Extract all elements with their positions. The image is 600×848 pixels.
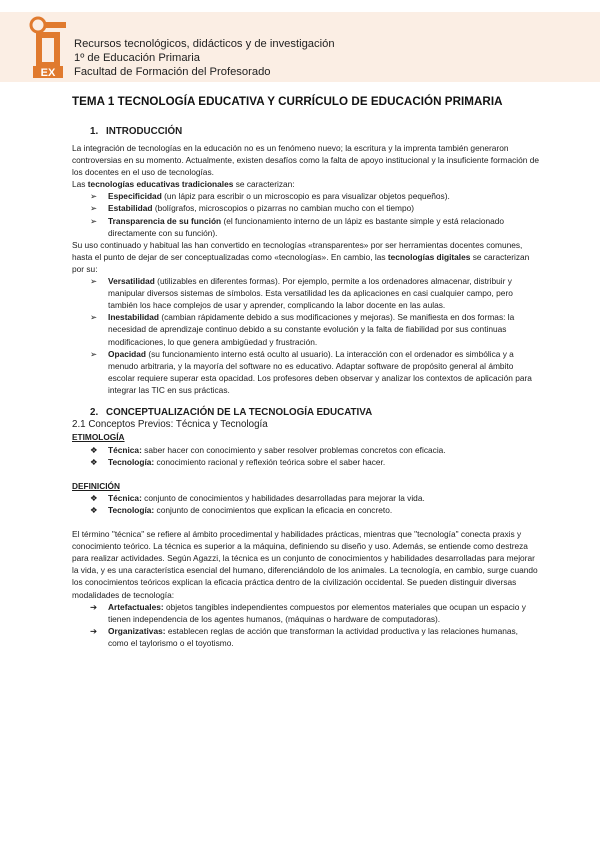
diamond-bullet-icon: ❖ (90, 456, 98, 467)
list-item: ➢ Opacidad (su funcionamiento interno está oculto al usuario). La interacción con el ordenador es simbólica y a menudo arbitraria, y la mayoría del software no es educativo. Adaptar software de propósito general al ámbito escolar requiere superar esta opacidad. Los profesores deben observar y analizar los contextos de aplicación para integrar las TIC en sus prácticas. (90, 348, 532, 395)
arrow-bullet-icon: ➢ (90, 312, 97, 323)
arrow-right-icon: ➔ (90, 601, 97, 612)
section-2-heading: 2. CONCEPTUALIZACIÓN DE LA TECNOLOGÍA EDUCATIVA (90, 406, 373, 418)
list-item: ➢ Versatilidad (utilizables en diferentes formas). Por ejemplo, permite a los ordenadores almacenar, distribuir y manipular diversos sistemas de símbolos. Esta versatilidad les da aplicaciones en casi cualquier campo, pero también los hace complejos de usar y aprender, complicando la labor docente en las aulas. (90, 276, 513, 311)
document-title: TEMA 1 TECNOLOGÍA EDUCATIVA Y CURRÍCULO DE EDUCACIÓN PRIMARIA (72, 95, 503, 108)
etymology-heading: ETIMOLOGÍA (72, 432, 125, 443)
list-item: ➢ Transparencia de su función (el funcionamiento interno de un lápiz es bastante simple y está relacionado directamente con su función). (90, 215, 505, 238)
list-item: ➢ Inestabilidad (cambian rápidamente debido a sus modificaciones y mejoras). Se manifiesta en dos formas: la necesidad de aprendizaje continuo debido a su constante evolución y la falta de fiabilidad por sus continuas modificaciones, lo que genera ambigüedad y frustración. (90, 312, 515, 347)
intro-paragraph: La integración de tecnologías en la educación no es un fenómeno nuevo; la escritura y la imprenta también generaron controversias en su momento. Actualmente, existen desafíos como la falta de apoyo institucional y la insuficiente formación de los docentes en el uso de tecnologías. (72, 143, 540, 178)
diamond-bullet-icon: ❖ (90, 504, 98, 515)
arrow-bullet-icon: ➢ (90, 215, 97, 226)
digital-intro: Su uso continuado y habitual las han convertido en tecnologías «transparentes» por ser herramientas docentes comunes, hasta el punto de dejar de ser conceptualizadas como «tecnologías». En cambio, las tecnologías digitales se caracterizan por su: (72, 239, 530, 274)
arrow-bullet-icon: ➢ (90, 203, 97, 214)
subsection-heading: 2.1 Conceptos Previos: Técnica y Tecnología (72, 418, 268, 430)
arrow-right-icon: ➔ (90, 625, 97, 636)
course-year: 1º de Educación Primaria (74, 52, 200, 64)
document-body (72, 125, 540, 649)
list-item: ❖ Técnica: conjunto de conocimientos y habilidades desarrolladas para mejorar la vida. (90, 492, 425, 503)
arrow-bullet-icon: ➢ (90, 348, 97, 359)
list-item: ➢ Estabilidad (bolígrafos, microscopios o pizarras no cambian mucho con el tiempo) (90, 203, 415, 214)
list-item: ➔ Organizativas: establecen reglas de acción que transforman la actividad productiva y las relaciones humanas, como el taylorismo o el toyotismo. (90, 625, 518, 648)
section-1-heading: 1. INTRODUCCIÓN (90, 126, 183, 137)
list-item: ❖ Tecnología: conocimiento racional y reflexión teórica sobre el saber hacer. (90, 456, 386, 467)
definition-heading: DEFINICIÓN (72, 480, 120, 491)
diamond-bullet-icon: ❖ (90, 492, 98, 503)
header-text (74, 37, 335, 79)
technique-paragraph: El término "técnica" se refiere al ámbito procedimental y habilidades prácticas, mientras que "tecnología" conecta praxis y conocimiento teórico. La técnica es superior a la máquina, definiendo su diseño y uso. Además, se entiende como destreza para realizar actividades. Según Agazzi, la técnica es un conjunto de conocimientos y habilidades desarrolladas para mejorar la vida, y es una característica esencial del humano, diferenciándolo de los animales. La tecnología, en cambio, surge cuando los conocimientos teóricos explican la eficacia práctica dentro de la civilización occidental. Se pueden distinguir diversas modalidades de tecnología: (72, 529, 538, 600)
arrow-bullet-icon: ➢ (90, 276, 97, 287)
traditional-intro: Las tecnologías educativas tradicionales se caracterizan: (72, 179, 295, 190)
university-logo (28, 16, 68, 78)
logo-text: EX (40, 67, 56, 78)
list-item: ❖ Tecnología: conjunto de conocimientos que explican la eficacia en concreto. (90, 504, 393, 515)
arrow-bullet-icon: ➢ (90, 191, 97, 202)
diamond-bullet-icon: ❖ (90, 444, 98, 455)
course-name: Recursos tecnológicos, didácticos y de investigación (74, 38, 335, 50)
list-item: ❖ Técnica: saber hacer con conocimiento y saber resolver problemas concretos con eficacia. (90, 444, 446, 455)
list-item: ➔ Artefactuales: objetos tangibles independientes compuestos por elementos materiales que ocupan un espacio y tienen independencia de los agentes humanos, (máquinas o hardware de computadoras). (90, 601, 526, 624)
faculty-name: Facultad de Formación del Profesorado (74, 66, 271, 78)
list-item: ➢ Especificidad (un lápiz para escribir o un microscopio es para visualizar objetos pequeños). (90, 191, 450, 202)
